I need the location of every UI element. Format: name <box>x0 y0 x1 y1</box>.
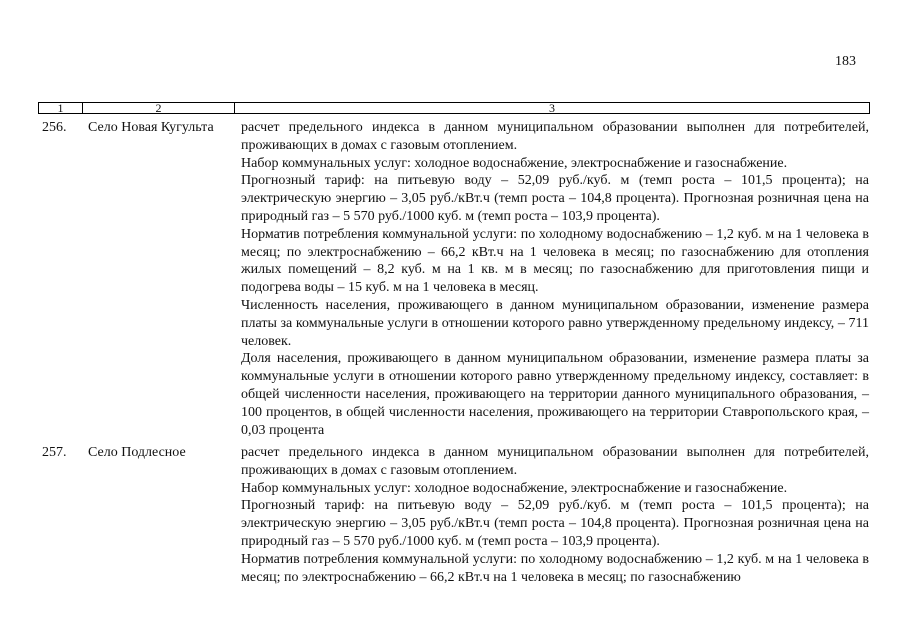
description-paragraph: Норматив потребления коммунальной услуги: по холодному водоснабжению – 1,2 куб. м на 1 человека в месяц; по электроснабжению – 66,2 кВт.ч на 1 человека в месяц; по газоснабжению <box>241 551 869 585</box>
description-paragraph: Набор коммунальных услуг: холодное водоснабжение, электроснабжение и газоснабжение. <box>241 155 788 171</box>
settlement-name: Село Новая Кугульта <box>88 120 214 135</box>
row-description <box>241 444 869 586</box>
description-paragraph: расчет предельного индекса в данном муниципальном образовании выполнен для потребителей, проживающих в домах с газовым отоплением. <box>241 445 869 478</box>
settlement-name: Село Подлесное <box>88 445 186 460</box>
table-header-row <box>38 102 870 114</box>
description-paragraph: Доля населения, проживающего в данном муниципальном образовании, изменение размера платы за коммунальные услуги в отношении которого равно утвержденному предельному индексу, составляет: в общей численности населения, проживающего на территории данного муниципального образования, – 100 процентов, в общей численности населения, проживающего на территории Ставропольского края, – 0,03 процента <box>241 351 869 438</box>
column-header-1: 1 <box>39 103 83 113</box>
description-paragraph: Прогнозный тариф: на питьевую воду – 52,09 руб./куб. м (темп роста – 101,5 процента); на электрическую энергию – 3,05 руб./кВт.ч (темп роста – 104,8 процента). Прогнозная розничная цена на природный газ – 5 570 руб./1000 куб. м (темп роста – 103,9 процента). <box>241 498 869 549</box>
page-number: 183 <box>835 54 856 69</box>
description-paragraph: Норматив потребления коммунальной услуги: по холодному водоснабжению – 1,2 куб. м на 1 человека в месяц; по электроснабжению – 66,2 кВт.ч на 1 человека в месяц; по газоснабжению для отопления жилых помещений – 8,2 куб. м на 1 кв. м в месяц; по газоснабжению для приготовления пищи и подогрева воды – 15 куб. м на 1 человека в месяц. <box>241 226 869 296</box>
column-header-2: 2 <box>83 103 235 113</box>
table-row <box>38 444 870 586</box>
column-header-3: 3 <box>549 101 555 115</box>
table-row <box>38 119 870 439</box>
row-number: 257. <box>42 445 67 460</box>
description-paragraph: расчет предельного индекса в данном муниципальном образовании выполнен для потребителей, проживающих в домах с газовым отоплением. <box>241 120 869 153</box>
row-number: 256. <box>42 120 67 135</box>
description-paragraph: Прогнозный тариф: на питьевую воду – 52,09 руб./куб. м (темп роста – 101,5 процента); на электрическую энергию – 3,05 руб./кВт.ч (темп роста – 104,8 процента). Прогнозная розничная цена на природный газ – 5 570 руб./1000 куб. м (темп роста – 103,9 процента). <box>241 173 869 224</box>
description-paragraph: Набор коммунальных услуг: холодное водоснабжение, электроснабжение и газоснабжение. <box>241 480 788 496</box>
description-paragraph: Численность населения, проживающего в данном муниципальном образовании, изменение размера платы за коммунальные услуги в отношении которого равно утвержденному предельному индексу, – 711 человек. <box>241 297 869 349</box>
row-description <box>241 119 869 439</box>
